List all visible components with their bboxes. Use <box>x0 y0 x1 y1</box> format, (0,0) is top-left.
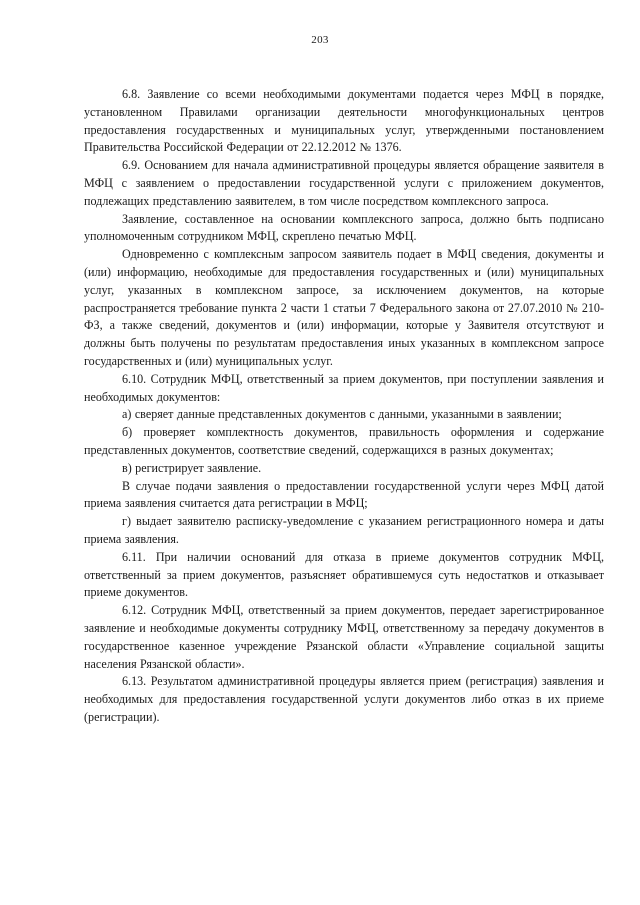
paragraph-6-10: 6.10. Сотрудник МФЦ, ответственный за прием документов, при поступлении заявления и необходимых документов: <box>84 371 604 404</box>
list-item-b: б) проверяет комплектность документов, правильность оформления и содержание представленных документов, соответствие сведений, содержащихся в разных документах; <box>84 425 604 457</box>
paragraph-6-8: 6.8. Заявление со всеми необходимыми документами подается через МФЦ в порядке, установленном Правилами организации деятельности многофункциональных центров предоставления государственных и муниципальных услуг, утвержденными постановлением Правительства Российской Федерации от 22.12.2012 № 1376. <box>84 87 604 155</box>
document-body <box>84 86 604 727</box>
paragraph-6-13: 6.13. Результатом административной процедуры является прием (регистрация) заявления и необходимых для предоставления государственной услуги документов либо отказ в их приеме (регистрации). <box>84 674 604 724</box>
paragraph-complex-request-signature: Заявление, составленное на основании комплексного запроса, должно быть подписано уполномоченным сотрудником МФЦ, скреплено печатью МФЦ. <box>84 211 604 244</box>
list-item-v: в) регистрирует заявление. <box>122 460 262 475</box>
paragraph-6-12: 6.12. Сотрудник МФЦ, ответственный за прием документов, передает зарегистрированное заявление и необходимые документы сотруднику МФЦ, ответственному за передачу документов в государственное казенное учреждение Рязанской области «Управление социальной защиты населения Рязанской области». <box>84 603 604 671</box>
paragraph-6-11: 6.11. При наличии оснований для отказа в приеме документов сотрудник МФЦ, ответственный за прием документов, разъясняет обратившемуся суть недостатков и отказывает приеме документов. <box>84 549 604 600</box>
list-item-a: а) сверяет данные представленных документов с данными, указанными в заявлении; <box>122 407 562 422</box>
list-item-g: г) выдает заявителю расписку-уведомление с указанием регистрационного номера и даты приема заявления. <box>84 514 604 546</box>
paragraph-complex-request-documents: Одновременно с комплексным запросом заявитель подает в МФЦ сведения, документы и (или) информацию, необходимые для предоставления государственных и (или) муниципальных услуг, указанных в комплексном запросе, за исключением документов, на которые распространяется требование пункта 2 части 1 статьи 7 Федерального закона от 27.07.2010 № 210-ФЗ, а также сведений, документов и (или) информации, которые у Заявителя отсутствуют и должны быть получены по результатам предоставления иных указанных в комплексном запросе государственных и (или) муниципальных услуг. <box>84 247 604 368</box>
paragraph-6-9: 6.9. Основанием для начала административной процедуры является обращение заявителя в МФЦ с заявлением о предоставлении государственной услуги с приложением документов, подлежащих представлению заявителем, в том числе посредством комплексного запроса. <box>84 158 604 208</box>
page-number: 203 <box>311 34 329 46</box>
paragraph-registration-date: В случае подачи заявления о предоставлении государственной услуги через МФЦ датой приема заявления считается дата регистрации в МФЦ; <box>84 478 604 511</box>
